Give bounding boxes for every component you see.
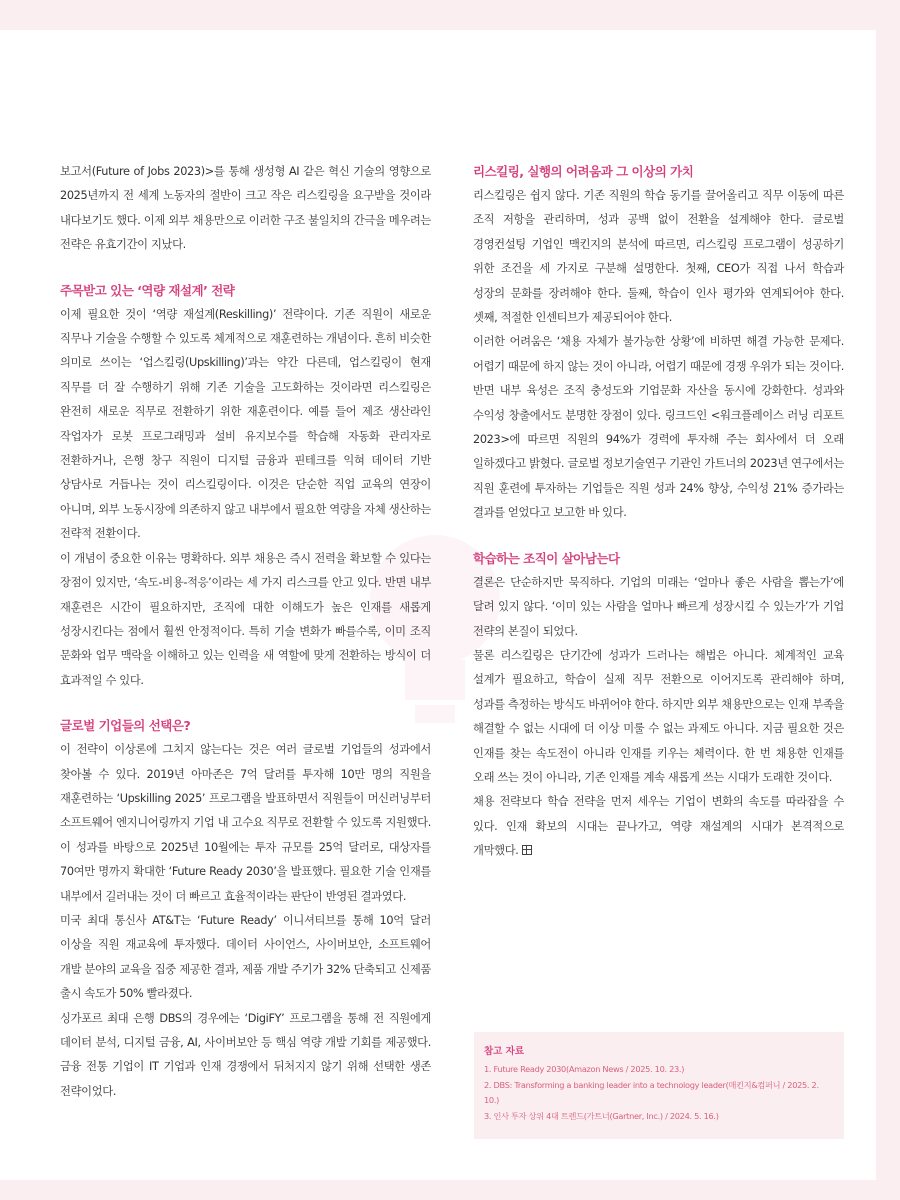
paragraph: 물론 리스킬링은 단기간에 성과가 드러나는 해법은 아니다. 체계적인 교육 설계가 필요하고, 학습이 실제 직무 전환으로 이어지도록 관리해야 하며, 성과를 측정하는 방식도 바뀌어야 한다. 하지만 외부 채용만으로는 인재 부족을 해결할 수 없는 시대에 더 이상 미룰 수 없는 과제도 아니다. 지금 필요한 것은 인재를 찾는 속도전이 아니라 인재를 키우는 체력이다. 한 번 채용한 인재를 오래 쓰는 것이 아니라, 기존 인재를 계속 새롭게 쓰는 시대가 도래한 것이다.: [473, 648, 844, 784]
section-heading-learning-organization: 학습하는 조직이 살아남는다: [473, 550, 620, 566]
paragraph: 결론은 단순하지만 묵직하다. 기업의 미래는 ‘얼마나 좋은 사람을 뽑는가’에 달려 있지 않다. ‘이미 있는 사람을 얼마나 빠르게 성장시킬 수 있는가’가 기업 전략의 본질이 되었다.: [473, 575, 844, 638]
references-box: [474, 1032, 844, 1139]
paragraph: 이 개념이 중요한 이유는 명확하다. 외부 채용은 즉시 전력을 확보할 수 있다는 장점이 있지만, ‘속도-비용-적응’이라는 세 가지 리스크를 안고 있다. 반면 내부 재훈련은 시간이 필요하지만, 조직에 대한 이해도가 높은 인재를 새롭게 성장시킨다는 점에서 훨씬 안정적이다. 특히 기술 변화가 빠를수록, 이미 조직 문화와 업무 맥락을 이해하고 있는 인력을 새 역할에 맞게 전환하는 방식이 더 효과적일 수 있다.: [60, 551, 431, 687]
right-column: [473, 160, 844, 864]
left-column: [60, 160, 431, 1104]
paragraph: 이러한 어려움은 ‘채용 자체가 불가능한 상황’에 비하면 해결 가능한 문제다. 어렵기 때문에 하지 않는 것이 아니라, 어렵기 때문에 경쟁 우위가 되는 것이다. 반면 내부 육성은 조직 충성도와 기업문화 자산을 동시에 강화한다. 성과와 수익성 창출에서도 분명한 장점이 있다. 링크드인 <워크플레이스 러닝 리포트 2023>에 따르면 직원의 94%가 경력에 투자해 주는 회사에서 더 오래 일하겠다고 밝혔다. 글로벌 정보기술연구 기관인 가트너의 2023년 연구에서는 직원 훈련에 투자하는 기업들은 직원 성과 24% 향상, 수익성 21% 증가라는 결과를 얻었다고 보고한 바 있다.: [473, 335, 844, 520]
page: [0, 30, 876, 1180]
paragraph: 이제 필요한 것이 ‘역량 재설계(Reskilling)’ 전략이다. 기존 직원이 새로운 직무나 기술을 수행할 수 있도록 체계적으로 재훈련하는 개념이다. 흔히 비슷한 의미로 쓰이는 ‘업스킬링(Upskilling)’과는 약간 다른데, 업스킬링이 현재 직무를 더 잘 수행하기 위해 기존 기술을 고도화하는 것이라면 리스킬링은 완전히 새로운 직무로 전환하기 위한 재훈련이다. 예를 들어 제조 생산라인 작업자가 로봇 프로그래밍과 설비 유지보수를 학습해 자동화 관리자로 전환하거나, 은행 창구 직원이 디지털 금융과 핀테크를 익혀 데이터 기반 상담사로 거듭나는 것이 리스킬링이다. 이것은 단순한 직업 교육의 연장이 아니며, 외부 노동시장에 의존하지 않고 내부에서 필요한 역량을 자체 생산하는 전략적 전환이다.: [60, 307, 431, 541]
reference-item: 2. DBS: Transforming a banking leader into a technology leader(매킨지&컴퍼니 / 2025. 2. 10.): [484, 1079, 819, 1105]
closing-text: 채용 전략보다 학습 전략을 먼저 세우는 기업이 변화의 속도를 따라잡을 수 있다. 인재 확보의 시대는 끝나가고, 역량 재설계의 시대가 본격적으로 개막했다.: [473, 795, 844, 858]
paragraph: 싱가포르 최대 은행 DBS의 경우에는 ‘DigiFY’ 프로그램을 통해 전 직원에게 데이터 분석, 디지털 금융, AI, 사이버보안 등 핵심 역량 개발 기회를 제공했다. 금융 전통 기업이 IT 기업과 인재 경쟁에서 뒤처지지 않기 위해 선택한 생존 전략이었다.: [60, 1011, 431, 1098]
reference-item: 3. 인사 투자 상위 4대 트렌드(가트너(Gartner, Inc.) / 2024. 5. 16.): [484, 1110, 719, 1121]
section-heading-capability-redesign: 주목받고 있는 ‘역량 재설계’ 전략: [60, 282, 235, 298]
closing-paragraph: [473, 790, 844, 863]
paragraph: 미국 최대 통신사 AT&T는 ‘Future Ready’ 이니셔티브를 통해 10억 달러 이상을 직원 재교육에 투자했다. 데이터 사이언스, 사이버보안, 소프트웨어 개발 분야의 교육을 집중 제공한 결과, 제품 개발 주기가 32% 단축되고 신제품 출시 속도가 50% 빨라졌다.: [60, 913, 431, 1001]
paragraph: 이 전략이 이상론에 그치지 않는다는 것은 여러 글로벌 기업들의 성과에서 찾아볼 수 있다. 2019년 아마존은 7억 달러를 투자해 10만 명의 직원을 재훈련하는 ‘Upskilling 2025’ 프로그램을 발표하면서 직원들이 머신러닝부터 소프트웨어 엔지니어링까지 기업 내 고수요 직무로 전환할 수 있도록 지원했다. 이 성과를 바탕으로 2025년 10월에는 투자 규모를 25억 달러로, 대상자를 70여만 명까지 확대한 ‘Future Ready 2030’을 발표했다. 필요한 기술 인재를 내부에서 길러내는 것이 더 빠르고 효율적이라는 판단이 반영된 결과였다.: [60, 743, 431, 903]
end-mark-icon: [522, 845, 532, 855]
paragraph: 리스킬링은 쉽지 않다. 기존 직원의 학습 동기를 끌어올리고 직무 이동에 따른 조직 저항을 관리하며, 성과 공백 없이 전환을 설계해야 한다. 글로벌 경영컨설팅 기업인 맥킨지의 분석에 따르면, 리스킬링 프로그램이 성공하기 위한 조건을 세 가지로 구분해 설명한다. 첫째, CEO가 직접 나서 학습과 성장의 문화를 장려해야 한다. 둘째, 학습이 인사 평가와 연계되어야 한다. 셋째, 적절한 인센티브가 제공되어야 한다.: [473, 189, 844, 325]
section-heading-global-companies: 글로벌 기업들의 선택은?: [60, 718, 191, 734]
section-heading-reskilling-value: 리스킬링, 실행의 어려움과 그 이상의 가치: [473, 164, 694, 179]
reference-item: 1. Future Ready 2030(Amazon News / 2025. 10. 23.): [484, 1064, 685, 1074]
references-list: [484, 1062, 836, 1124]
references-title: 참고 자료: [484, 1046, 525, 1057]
intro-paragraph: 보고서(Future of Jobs 2023)>를 통해 생성형 AI 같은 혁신 기술의 영향으로 2025년까지 전 세계 노동자의 절반이 크고 작은 리스킬링을 요구받을 것이라 내다보기도 했다. 이제 외부 채용만으로 이러한 구조 불일치의 간극을 메우려는 전략은 유효기간이 지났다.: [60, 165, 431, 252]
